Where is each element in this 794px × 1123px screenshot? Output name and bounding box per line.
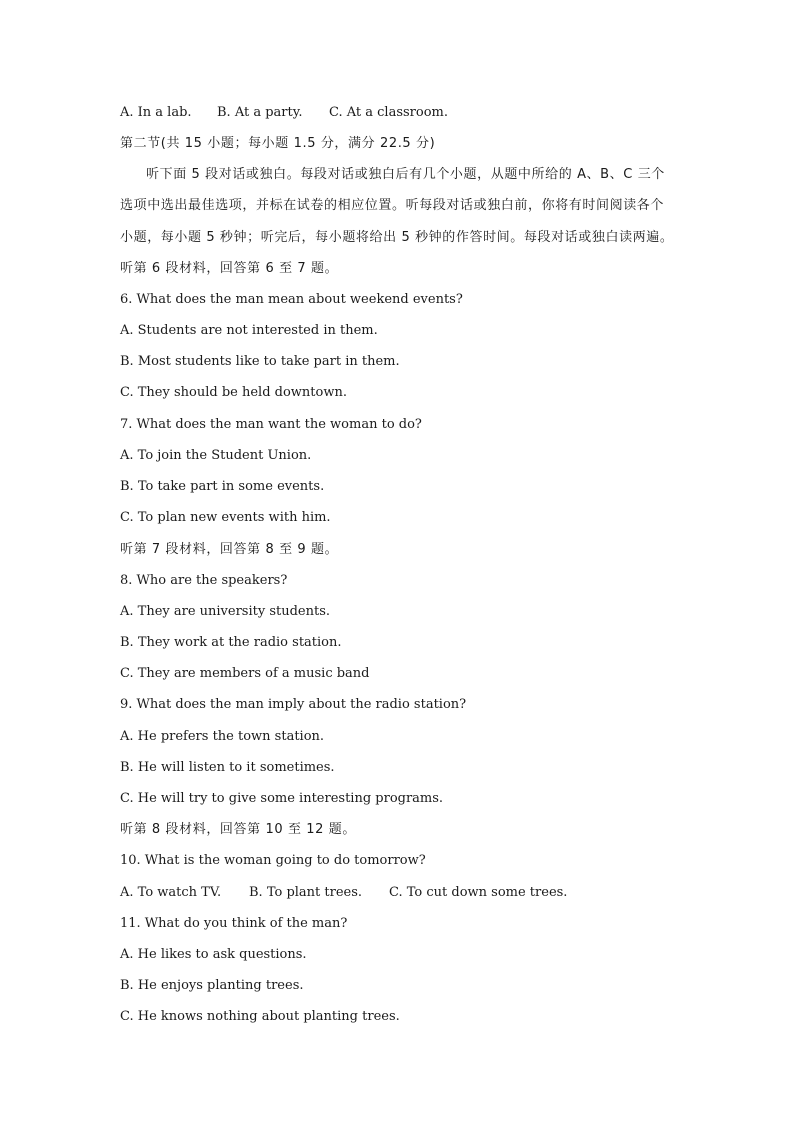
question-7-option-a: A. To join the Student Union. (120, 448, 312, 463)
question-6-stem: 6. What does the man mean about weekend events? (120, 292, 463, 307)
question-9-option-b: B. He will listen to it sometimes. (120, 760, 335, 775)
section2-heading: 第二节(共 15 小题；每小题 1.5 分，满分 22.5 分) (120, 136, 436, 151)
question-7-option-c: C. To plan new events with him. (120, 510, 331, 525)
option-a: A. In a lab. (120, 105, 192, 120)
question-10-options-row (120, 884, 680, 902)
question-8-option-b: B. They work at the radio station. (120, 635, 342, 650)
option-c: C. At a classroom. (329, 105, 449, 120)
question-9-option-a: A. He prefers the town station. (120, 729, 325, 744)
question-11-option-c: C. He knows nothing about planting trees. (120, 1009, 400, 1024)
material-6-header: 听第 6 段材料，回答第 6 至 7 题。 (120, 261, 339, 276)
question-9-option-c: C. He will try to give some interesting programs. (120, 791, 444, 806)
question-8-option-a: A. They are university students. (120, 604, 331, 619)
instruction-line-3: 小题，每小题 5 秒钟；听完后，每小题将给出 5 秒钟的作答时间。每段对话或独白读两遍。 (120, 230, 674, 245)
question-11-option-a: A. He likes to ask questions. (120, 947, 307, 962)
section1-options-row (120, 104, 680, 122)
question-11-stem: 11. What do you think of the man? (120, 916, 348, 931)
question-10-option-a: A. To watch TV. (120, 885, 222, 900)
question-10-stem: 10. What is the woman going to do tomorrow? (120, 853, 426, 868)
instruction-line-2: 选项中选出最佳选项，并标在试卷的相应位置。听每段对话或独白前，你将有时间阅读各个 (120, 198, 665, 213)
question-11-option-b: B. He enjoys planting trees. (120, 978, 304, 993)
question-8-stem: 8. Who are the speakers? (120, 573, 288, 588)
question-6-option-b: B. Most students like to take part in them. (120, 354, 400, 369)
question-10-option-c: C. To cut down some trees. (389, 885, 568, 900)
material-8-header: 听第 8 段材料，回答第 10 至 12 题。 (120, 822, 356, 837)
question-7-option-b: B. To take part in some events. (120, 479, 325, 494)
material-7-header: 听第 7 段材料，回答第 8 至 9 题。 (120, 542, 339, 557)
question-9-stem: 9. What does the man imply about the radio station? (120, 697, 467, 712)
question-6-option-a: A. Students are not interested in them. (120, 323, 378, 338)
question-8-option-c: C. They are members of a music band (120, 666, 370, 681)
question-7-stem: 7. What does the man want the woman to do? (120, 417, 422, 432)
option-b: B. At a party. (217, 105, 303, 120)
instruction-line-1: 听下面 5 段对话或独白。每段对话或独白后有几个小题，从题中所给的 A、B、C 三个 (146, 167, 665, 182)
question-6-option-c: C. They should be held downtown. (120, 385, 347, 400)
question-10-option-b: B. To plant trees. (249, 885, 363, 900)
